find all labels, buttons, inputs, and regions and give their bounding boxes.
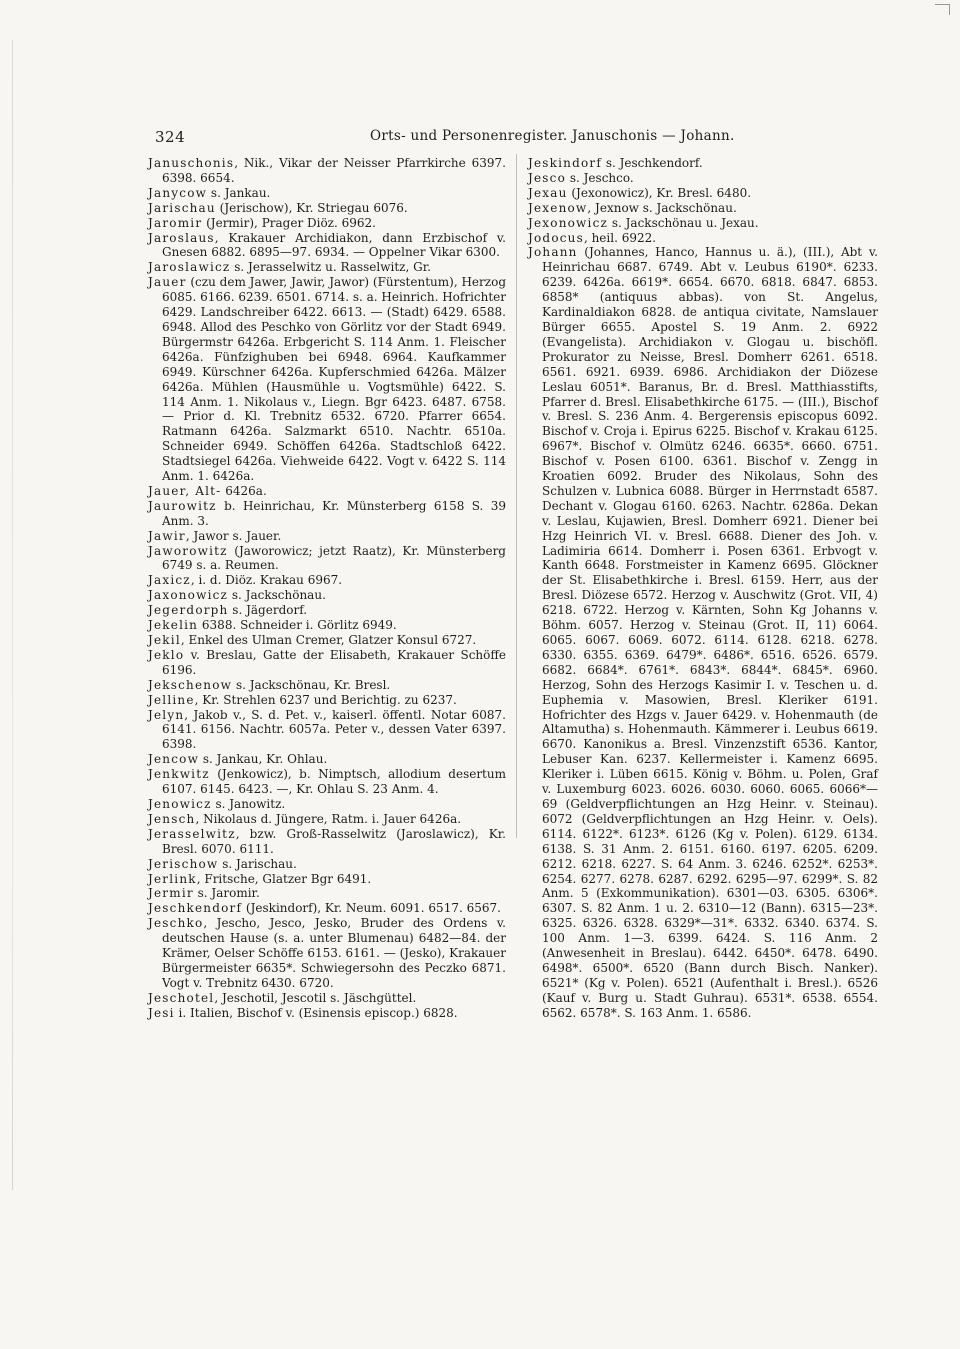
register-entry (148, 260, 506, 275)
register-entry (148, 827, 506, 857)
register-entry (528, 216, 878, 231)
entry-text: , Jeschotil, Jescotil s. Jäschgüttel. (214, 990, 417, 1005)
entry-text: s. Jankau, Kr. Ohlau. (199, 752, 328, 767)
entry-lemma: Jaurowitz (148, 498, 217, 513)
entry-lemma: Jexonowicz (528, 215, 609, 230)
register-entry (148, 588, 506, 603)
entry-text: , heil. 6922. (583, 230, 657, 245)
entry-text: 6388. Schneider i. Görlitz 6949. (198, 618, 397, 633)
entry-lemma: Jauer (148, 275, 187, 290)
register-entry (148, 857, 506, 872)
entry-lemma: Jaxicz (148, 573, 191, 588)
entry-text: , Jexnow s. Jackschönau. (587, 200, 737, 215)
register-entry (148, 484, 506, 499)
entry-lemma: Jegerdorph (148, 603, 229, 618)
entry-lemma: Jekil (148, 633, 181, 647)
entry-text: s. Jackschönau, Kr. Bresl. (232, 677, 391, 692)
register-entry (148, 678, 506, 693)
entry-lemma: Jaromir (148, 215, 203, 230)
entry-lemma: Jeskindorf (528, 156, 602, 170)
register-entry (148, 201, 506, 216)
entry-text: , Jakob v., S. d. Pet. v., kaiserl. öffentl. Notar 6087. 6141. 6156. Nachtr. 6057a. Peter v., dessen Vater 6397. 6398. (162, 707, 506, 752)
entry-text: (Jermir), Prager Diöz. 6962. (202, 215, 376, 230)
register-entry (148, 916, 506, 991)
entry-text: s. Jeschco. (566, 170, 634, 185)
entry-lemma: Jencow (148, 752, 200, 767)
register-entry (148, 901, 506, 916)
register-entry (148, 529, 506, 544)
register-entry (528, 245, 878, 1020)
register-entry (148, 991, 506, 1006)
register-entry (148, 603, 506, 618)
entry-lemma: Jaxonowicz (148, 588, 229, 603)
entry-text: (Jenkowicz), b. Nimptsch, allodium desertum 6107. 6145. 6423. —, Kr. Ohlau S. 23 Anm. 4. (162, 767, 506, 797)
page-header (155, 128, 870, 150)
entry-text: , Jescho, Jesco, Jesko, Bruder des Ordens v. deutschen Hause (s. a. unter Blumenau) 6482—84. der Krämer, Oelser Schöffe 6153. 6161. — (Jesko), Krakauer Bürgermeister 6635*. Schwiegersohn des Peczko 6871. Vogt v. Trebnitz 6430. 6720. (162, 916, 506, 990)
entry-text: (czu dem Jawer, Jawir, Jawor) (Fürstentum), Herzog 6085. 6166. 6239. 6501. 6714. s. a. Heinrich. Hofrichter 6429. Landschreiber 6422. 6613. — (Stadt) 6429. 6588. 6948. Allod des Peschko von Görlitz vor der Stadt 6949. Bürgermstr 6426a. Erbgericht S. 114 Anm. 1. Fleischer 6426a. Fünfzighuben bei 6948. 6964. Kaufkammer 6949. Kürschner 6426a. Kupferschmied 6426a. Mälzer 6426a. Mühlen (Hausmühle u. Vogtsmühle) 6422. S. 114 Anm. 1. Nikolaus v., Liegn. Bgr 6423. 6487. 6758. — Prior d. Kl. Trebnitz 6532. 6720. Pfarrer 6654. Ratmann 6426a. Salzmarkt 6510. Nachtr. 6510a. Schneider 6949. Schöffen 6426a. Stadtschloß 6422. Stadtsiegel 6426a. Viehweide 6422. Vogt v. 6422 S. 114 Anm. 1. 6426a. (162, 275, 507, 484)
entry-text: v. Breslau, Gatte der Elisabeth, Krakauer Schöffe 6196. (162, 647, 506, 677)
entry-text: s. Jackschönau u. Jexau. (608, 215, 759, 230)
entry-lemma: Jekelin (148, 618, 199, 633)
entry-lemma: Jekschenow (148, 677, 233, 692)
entry-text: b. Heinrichau, Kr. Münsterberg 6158 S. 39 Anm. 3. (162, 498, 506, 528)
entry-lemma: Jarischau (148, 200, 216, 215)
register-entry (148, 797, 506, 812)
scan-edge-shadow (12, 40, 13, 1190)
register-entry (148, 618, 506, 633)
register-entry (148, 767, 506, 797)
register-entry (148, 633, 506, 648)
right-column (528, 156, 878, 1021)
entry-lemma: Jeschko (148, 916, 204, 931)
entry-lemma: Janycow (148, 185, 208, 200)
entry-text: (Johannes, Hanco, Hannus u. ä.), (III.), Abt v. Heinrichau 6687. 6749. Abt v. Leubus 6190*. 6233. 6239. 6426a. 6619*. 6654. 6670. 6818. 6847. 6853. 6858* (antiquus abbas). von St. Angelus, Kardinaldiakon 6828. de antiqua civitate, Namslauer Bürger 6655. Apostel S. 19 Anm. 2. 6922 (Evangelista). Archidiakon v. Glogau u. bischöfl. Prokurator zu Neisse, Bresl. Domherr 6261. 6518. 6561. 6921. 6939. 6986. Archidiakon der Diözese Leslau 6051*. Baranus, Br. d. Bresl. Matthiasstifts, Pfarrer d. Bresl. Elisabethkirche 6175. — (III.), Bischof v. Bresl. S. 236 Anm. 4. Bergerensis episcopus 6092. Bischof v. Croja i. Epirus 6225. Bischof v. Krakau 6125. 6967*. Bischof v. Olmütz 6246. 6635*. 6660. 6751. Bischof v. Posen 6100. 6361. Bischof v. Zengg in Kroatien 6092. Bruder des Nikolaus, Sohn des Schulzen v. Lubnica 6088. Bürger in Herrnstadt 6587. Dechant v. Glogau 6160. 6263. Nachtr. 6286a. Dekan v. Leslau, Kujawien, Bresl. Domherr 6921. Diener bei Hzg Heinrich VI. v. Bresl. 6688. Diener des Joh. v. Ladimiria 6614. Domherr i. Posen 6361. Erbvogt v. Kanth 6648. Forstmeister in Kamenz 6695. Glöckner der St. Elisabethkirche i. Bresl. 6159. Herr, aus der Bresl. Diözese 6572. Herzog v. Auschwitz (Grot. VII, 4) 6218. 6722. Herzog v. Kärnten, Sohn Kg Johanns v. Böhm. 6057. Herzog v. Steinau (Grot. II, 11) 6064. 6065. 6067. 6069. 6072. 6114. 6128. 6218. 6278. 6330. 6355. 6369. 6479*. 6486*. 6516. 6526. 6579. 6682. 6684*. 6761*. 6843*. 6844*. 6845*. 6960. Herzog, Sohn des Herzogs Kasimir I. v. Teschen u. d. Euphemia v. Masowien, Bresl. Kleriker 6191. Hofrichter des Hzgs v. Jauer 6429. v. Hohenmauth (de Altamutha) s. Hohenmauth. Kämmerer i. Leubus 6619. 6670. Kanonikus a. Bresl. Vinzenzstift 6536. Kantor, Lebuser Kan. 6237. Kellermeister i. Kamenz 6695. Kleriker i. Lüben 6615. König v. Böhm. u. Polen, Graf v. Luxemburg 6023. 6026. 6030. 6060. 6065. 6066*—69 (Geldverpflichtungen an Hzg Heinr. v. Steinau). 6072 (Geldverpflichtungen an Hzg Heinr. v. Oels). 6114. 6122*. 6123*. 6126 (Kg v. Polen). 6129. 6134. 6138. S. 31 Anm. 2. 6151. 6160. 6197. 6205. 6209. 6212. 6218. 6227. S. 64 Anm. 3. 6246. 6252*. 6253*. 6254. 6277. 6278. 6287. 6292. 6295—97. 6299*. S. 82 Anm. 5 (Exkommunikation). 6301—03. 6305. 6306*. 6307. S. 82 Anm. 1 u. 2. 6310—12 (Bann). 6315—23*. 6325. 6326. 6328. 6329*—31*. 6332. 6340. 6374. S. 100 Anm. 1—3. 6399. 6424. S. 116 Anm. 2 (Anwesenheit in Breslau). 6442. 6450*. 6478. 6490. 6498*. 6500*. 6520 (Bann durch Bisch. Nanker). 6521* (Kg v. Polen). 6521 (Aufenthalt i. Bresl.). 6526 (Kauf v. Burg u. Stadt Guhrau). 6531*. 6538. 6554. 6562. 6578*. S. 163 Anm. 1. 6586. (542, 245, 878, 1020)
register-entry (528, 231, 878, 246)
register-entry (148, 156, 506, 186)
entry-text: , Nik., Vikar der Neisser Pfarrkirche 6397. 6398. 6654. (162, 156, 506, 185)
entry-lemma: Jauer, Alt- (148, 483, 222, 498)
entry-lemma: Jexau (528, 185, 568, 200)
entry-lemma: Jerasselwitz (148, 826, 236, 841)
entry-text: , Jawor s. Jauer. (185, 528, 282, 543)
entry-lemma: Jelyn (148, 707, 185, 722)
register-entry (148, 708, 506, 753)
entry-text: s. Jägerdorf. (228, 603, 308, 618)
running-head: Orts- und Personenregister. Januschonis — Johann. (370, 128, 735, 144)
entry-text: , Nikolaus d. Jüngere, Ratm. i. Jauer 6426a. (195, 811, 462, 826)
register-entry (528, 171, 878, 186)
entry-text: (Jaworowicz; jetzt Raatz), Kr. Münsterberg 6749 s. a. Reumen. (162, 543, 506, 573)
register-entry (528, 186, 878, 201)
entry-text: , i. d. Diöz. Krakau 6967. (190, 573, 343, 588)
register-entry (148, 812, 506, 827)
register-entry (148, 752, 506, 767)
register-entry (148, 275, 506, 484)
entry-text: s. Jankau. (207, 185, 271, 200)
entry-lemma: Jerischow (148, 856, 219, 871)
entry-text: (Jerischow), Kr. Striegau 6076. (215, 200, 408, 215)
entry-lemma: Jeschkendorf (148, 901, 243, 916)
entry-lemma: Jaroslawicz (148, 260, 231, 275)
entry-text: (Jeskindorf), Kr. Neum. 6091. 6517. 6567. (242, 901, 501, 916)
left-column (148, 156, 506, 1021)
entry-text: s. Jeschkendorf. (602, 156, 703, 170)
entry-text: 6426a. (221, 483, 267, 498)
entry-text: , Fritsche, Glatzer Bgr 6491. (196, 871, 372, 886)
column-divider (516, 154, 517, 838)
entry-text: s. Jarischau. (218, 856, 297, 871)
scan-corner-mark (935, 4, 950, 15)
entry-lemma: Johann (528, 245, 578, 260)
entry-lemma: Jermir (148, 886, 194, 901)
entry-text: (Jexonowicz), Kr. Bresl. 6480. (567, 185, 752, 200)
entry-lemma: Jesi (148, 1005, 175, 1020)
entry-text: s. Jaromir. (193, 886, 260, 901)
register-entry (148, 186, 506, 201)
entry-lemma: Jesco (528, 170, 567, 185)
register-entry (148, 872, 506, 887)
register-entry (148, 573, 506, 588)
entry-lemma: Jexenow (528, 200, 588, 215)
entry-lemma: Jodocus (528, 230, 584, 245)
page-number: 324 (155, 128, 186, 146)
entry-text: s. Jerasselwitz u. Rasselwitz, Gr. (230, 260, 431, 275)
entry-lemma: Jeklo (148, 647, 185, 662)
entry-text: i. Italien, Bischof v. (Esinensis episcop.) 6828. (174, 1005, 458, 1020)
entry-text: , Enkel des Ulman Cremer, Glatzer Konsul 6727. (180, 633, 477, 647)
register-entry (148, 648, 506, 678)
register-entry (528, 156, 878, 171)
entry-lemma: Jaroslaus (148, 230, 215, 245)
register-entry (148, 886, 506, 901)
entry-lemma: Jenkwitz (148, 767, 210, 782)
entry-lemma: Januschonis (148, 156, 235, 170)
entry-lemma: Jensch (148, 811, 196, 826)
entry-text: , bzw. Groß-Rasselwitz (Jaroslawicz), Kr. Bresl. 6070. 6111. (162, 826, 506, 856)
entry-lemma: Jaworowitz (148, 543, 228, 558)
entry-lemma: Jawir (148, 528, 186, 543)
register-entry (148, 544, 506, 574)
register-entry (148, 216, 506, 231)
register-entry (148, 693, 506, 708)
register-entry (528, 201, 878, 216)
entry-lemma: Jenowicz (148, 796, 212, 811)
register-entry (148, 499, 506, 529)
register-entry (148, 231, 506, 261)
entry-text: , Krakauer Archidiakon, dann Erzbischof v. Gnesen 6882. 6895—97. 6934. — Oppelner Vikar 6300. (162, 230, 506, 260)
entry-lemma: Jerlink (148, 871, 197, 886)
entry-text: s. Jackschönau. (228, 588, 326, 603)
entry-text: , Kr. Strehlen 6237 und Berichtig. zu 6237. (194, 692, 457, 707)
entry-lemma: Jelline (148, 692, 195, 707)
entry-lemma: Jeschotel (148, 990, 215, 1005)
entry-text: s. Janowitz. (211, 796, 286, 811)
register-entry (148, 1006, 506, 1021)
